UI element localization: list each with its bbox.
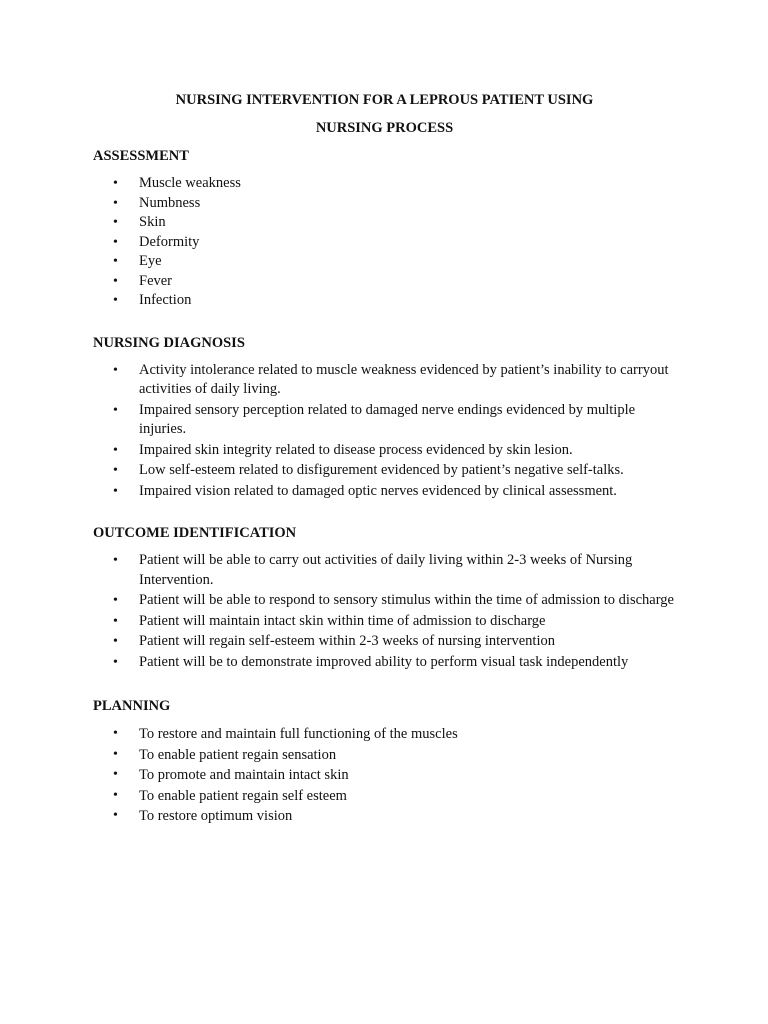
bullet-icon: • [113,613,118,629]
bullet-icon: • [113,463,118,478]
list-item [93,361,676,400]
list-item-text: Low self-esteem related to disfigurement evidenced by patient’s negative self-talks. [139,462,624,478]
list-item [93,653,676,673]
bullet-icon: • [113,767,118,782]
list-item [93,233,676,253]
list-item-text: Activity intolerance related to muscle weakness evidenced by patient’s inability to carryout activities of daily living. [139,361,669,397]
bullet-icon: • [113,808,118,823]
document-title-line-2: NURSING PROCESS [315,119,454,136]
list-item-text: Patient will regain self-esteem within 2-3 weeks of nursing intervention [139,633,555,649]
list-item [93,401,676,440]
list-item [93,272,676,292]
list-item [93,174,676,194]
bullet-icon: • [113,553,118,568]
list-item-text: Skin [139,214,166,230]
list-item [93,745,676,766]
bullet-icon: • [113,293,118,308]
bullet-icon: • [113,746,118,762]
bullet-icon: • [113,254,118,269]
list-item-text: Patient will be able to respond to sensory stimulus within the time of admission to discharge [139,592,674,608]
list-item-text: Patient will maintain intact skin within time of admission to discharge [139,612,546,629]
document-title-line-1: NURSING INTERVENTION FOR A LEPROUS PATIENT USING [175,92,594,108]
list-item [93,765,676,786]
list-item-text: To promote and maintain intact skin [139,767,349,783]
bullet-icon: • [113,402,118,418]
bullet-icon: • [113,654,118,670]
bullet-list [93,174,676,311]
bullet-list [93,724,676,827]
list-item [93,591,676,611]
bullet-icon: • [113,195,118,211]
bullet-icon: • [113,176,118,191]
bullet-icon: • [113,787,118,803]
list-item-text: To enable patient regain sensation [139,746,337,763]
bullet-icon: • [113,593,118,608]
list-item-text: Muscle weakness [139,175,241,191]
list-item-text: Patient will be able to carry out activities of daily living within 2-3 weeks of Nursing Intervention. [139,552,633,588]
list-item [93,461,676,481]
section-assessment [93,146,676,311]
bullet-icon: • [113,234,118,250]
section-outcome-identification [93,523,676,672]
list-item-text: Numbness [139,194,201,211]
section-heading: NURSING DIAGNOSIS [93,334,245,351]
list-item-text: Patient will be to demonstrate improved ability to perform visual task independently [139,653,629,670]
list-item [93,213,676,233]
list-item-text: To restore and maintain full functioning of the muscles [139,726,458,742]
list-item [93,252,676,272]
bullet-icon: • [113,634,118,649]
bullet-icon: • [113,362,118,378]
list-item-text: Impaired skin integrity related to disease process evidenced by skin lesion. [139,441,573,458]
list-item-text: To enable patient regain self esteem [139,787,347,804]
list-item [93,632,676,652]
list-item [93,441,676,461]
section-heading: OUTCOME IDENTIFICATION [93,525,297,541]
list-item [93,612,676,632]
bullet-list [93,361,676,502]
list-item [93,806,676,827]
bullet-icon: • [113,273,118,289]
list-item-text: Infection [139,292,192,308]
bullet-icon: • [113,726,118,741]
list-item [93,291,676,311]
list-item-text: Deformity [139,233,200,250]
list-item-text: Eye [139,253,162,269]
list-item [93,551,676,590]
list-item [93,724,676,745]
bullet-icon: • [113,442,118,458]
list-item-text: Impaired vision related to damaged optic nerves evidenced by clinical assessment. [139,482,617,499]
bullet-icon: • [113,215,118,230]
bullet-list [93,551,676,672]
list-item-text: Fever [139,272,173,289]
list-item [93,482,676,502]
bullet-icon: • [113,483,118,499]
section-planning [93,696,676,827]
section-heading: PLANNING [93,698,171,714]
section-nursing-diagnosis [93,333,676,502]
list-item-text: To restore optimum vision [139,808,293,824]
list-item-text: Impaired sensory perception related to damaged nerve endings evidenced by multiple injuries. [139,401,636,437]
list-item [93,786,676,807]
list-item [93,194,676,214]
section-heading: ASSESSMENT [93,148,189,164]
